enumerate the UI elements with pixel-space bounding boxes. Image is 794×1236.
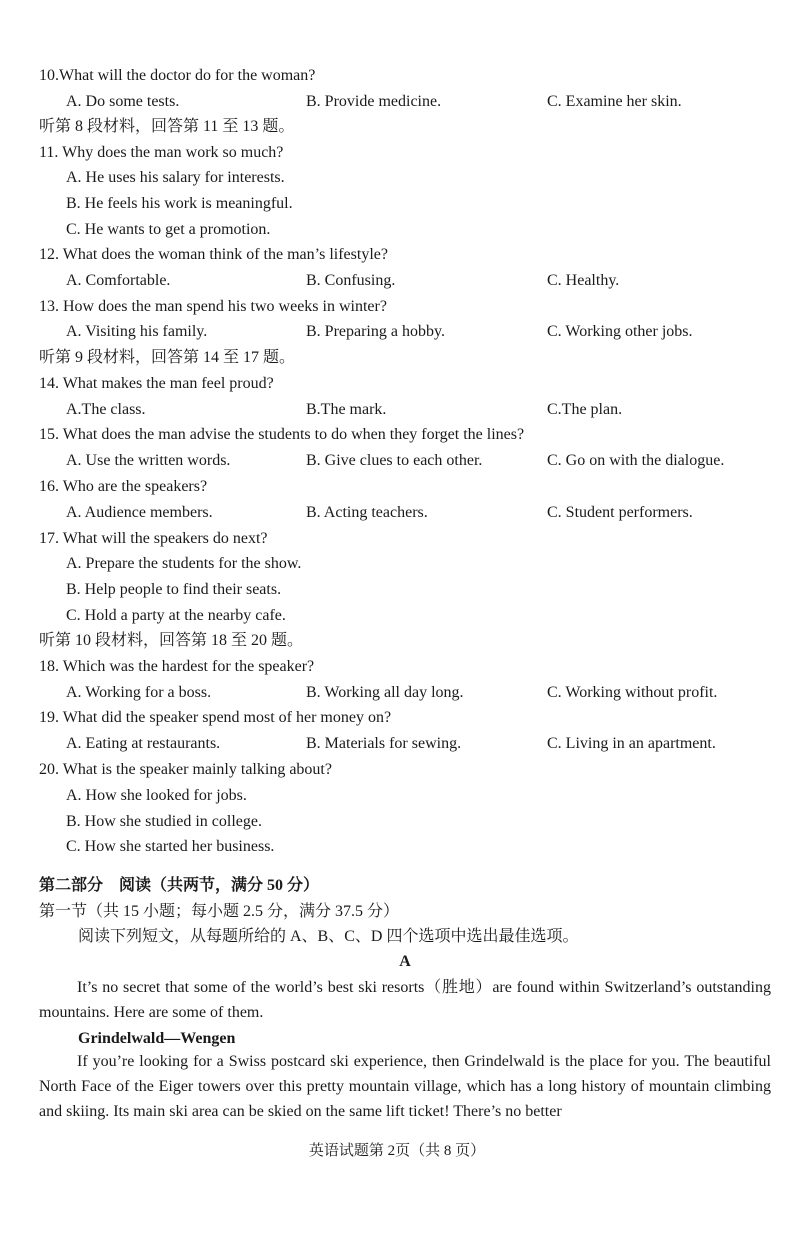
passage-paragraph-1: If you’re looking for a Swiss postcard ski experience, then Grindelwald is the place for you. The beautiful North Face of the Eiger towers over this pretty mountain village, which has a long history of mountain climbing and skiing. Its main ski area can be skied on the same lift ticket! There’s no better xyxy=(39,1053,771,1120)
option-18c: C. Working without profit. xyxy=(547,684,718,701)
part2-title: 第二部分 阅读（共两节，满分 50 分） xyxy=(39,877,320,894)
option-12b: B. Confusing. xyxy=(306,272,396,289)
question-18: 18. Which was the hardest for the speaker? xyxy=(39,658,315,675)
option-11b: B. He feels his work is meaningful. xyxy=(66,195,293,212)
question-13: 13. How does the man spend his two weeks in winter? xyxy=(39,298,387,315)
option-20c: C. How she started her business. xyxy=(66,838,275,855)
listen-header-10: 听第 10 段材料，回答第 18 至 20 题。 xyxy=(39,632,304,649)
option-19b: B. Materials for sewing. xyxy=(306,735,462,752)
option-14c: C.The plan. xyxy=(547,401,623,418)
option-19c: C. Living in an apartment. xyxy=(547,735,716,752)
question-10: 10.What will the doctor do for the woman? xyxy=(39,67,316,84)
option-10c: C. Examine her skin. xyxy=(547,93,682,110)
option-16a: A. Audience members. xyxy=(66,504,213,521)
option-16b: B. Acting teachers. xyxy=(306,504,428,521)
passage-intro: It’s no secret that some of the world’s best ski resorts（胜地）are found within Switzerland’s outstanding mountains. Here are some of them. xyxy=(39,979,771,1021)
question-17: 17. What will the speakers do next? xyxy=(39,530,268,547)
option-15c: C. Go on with the dialogue. xyxy=(547,452,725,469)
option-18b: B. Working all day long. xyxy=(306,684,464,701)
option-17c: C. Hold a party at the nearby cafe. xyxy=(66,607,286,624)
question-20: 20. What is the speaker mainly talking about? xyxy=(39,761,332,778)
option-17a: A. Prepare the students for the show. xyxy=(66,555,302,572)
subheading-grindelwald: Grindelwald—Wengen xyxy=(78,1030,236,1047)
option-12a: A. Comfortable. xyxy=(66,272,171,289)
option-13b: B. Preparing a hobby. xyxy=(306,323,445,340)
option-18a: A. Working for a boss. xyxy=(66,684,212,701)
option-14a: A.The class. xyxy=(66,401,146,418)
option-16c: C. Student performers. xyxy=(547,504,693,521)
reading-instruction: 阅读下列短文，从每题所给的 A、B、C、D 四个选项中选出最佳选项。 xyxy=(78,928,579,945)
option-11a: A. He uses his salary for interests. xyxy=(66,169,285,186)
option-13c: C. Working other jobs. xyxy=(547,323,693,340)
option-20b: B. How she studied in college. xyxy=(66,813,262,830)
section1-title: 第一节（共 15 小题；每小题 2.5 分，满分 37.5 分） xyxy=(39,903,400,920)
question-19: 19. What did the speaker spend most of her money on? xyxy=(39,709,392,726)
option-13a: A. Visiting his family. xyxy=(66,323,208,340)
option-20a: A. How she looked for jobs. xyxy=(66,787,247,804)
option-10a: A. Do some tests. xyxy=(66,93,180,110)
question-16: 16. Who are the speakers? xyxy=(39,478,208,495)
option-15b: B. Give clues to each other. xyxy=(306,452,483,469)
option-17b: B. Help people to find their seats. xyxy=(66,581,282,598)
page-footer: 英语试题第 2页（共 8 页） xyxy=(308,1143,486,1159)
option-11c: C. He wants to get a promotion. xyxy=(66,221,271,238)
option-19a: A. Eating at restaurants. xyxy=(66,735,221,752)
option-12c: C. Healthy. xyxy=(547,272,620,289)
option-15a: A. Use the written words. xyxy=(66,452,231,469)
question-11: 11. Why does the man work so much? xyxy=(39,144,284,161)
option-14b: B.The mark. xyxy=(306,401,387,418)
listen-header-9: 听第 9 段材料，回答第 14 至 17 题。 xyxy=(39,349,296,366)
question-15: 15. What does the man advise the students to do when they forget the lines? xyxy=(39,426,525,443)
question-14: 14. What makes the man feel proud? xyxy=(39,375,274,392)
passage-letter: A xyxy=(399,953,411,970)
question-12: 12. What does the woman think of the man’s lifestyle? xyxy=(39,246,388,263)
listen-header-8: 听第 8 段材料，回答第 11 至 13 题。 xyxy=(39,118,295,135)
option-10b: B. Provide medicine. xyxy=(306,93,442,110)
